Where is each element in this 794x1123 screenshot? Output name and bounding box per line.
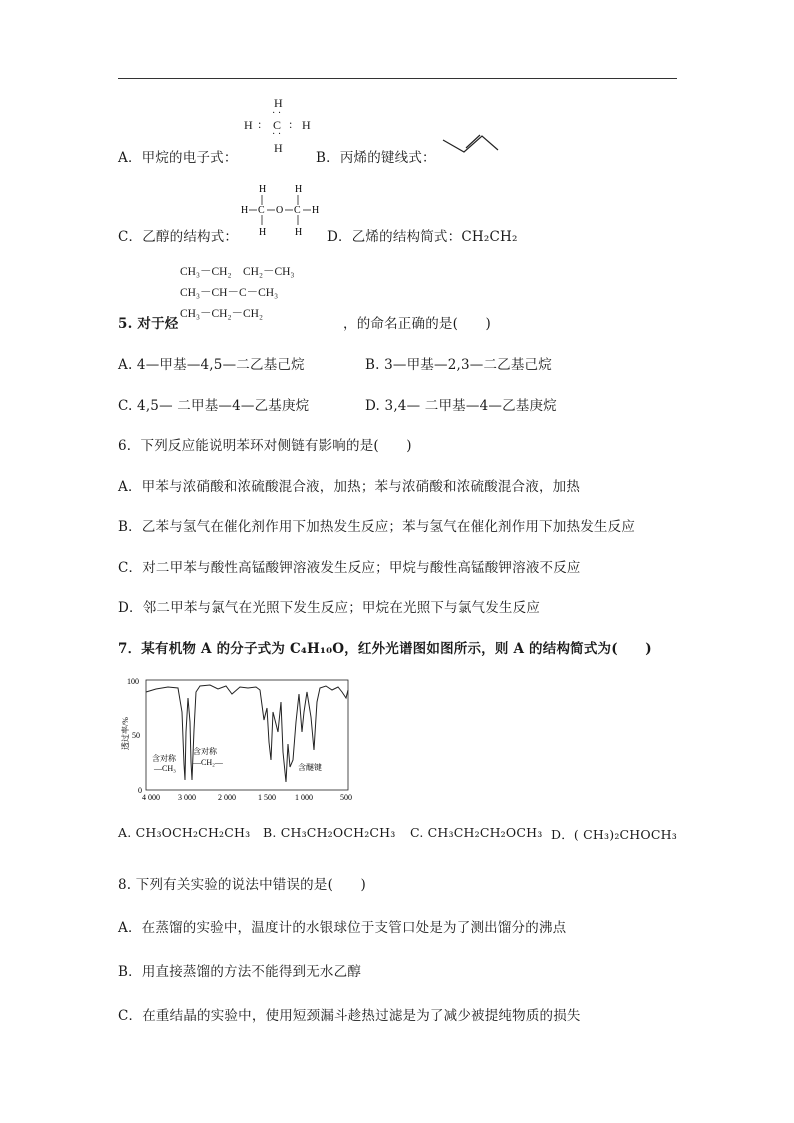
q6-stem: 6．下列反应能说明苯环对侧链有影响的是( ) (118, 438, 412, 454)
annotation-ch2-line2: —CH₂— (193, 758, 223, 767)
q7-stem: 7．某有机物 A 的分子式为 C₄H₁₀O，红外光谱图如图所示，则 A 的结构简式为( ) (118, 641, 652, 657)
ir-spectrum (118, 672, 358, 804)
svg-text:O: O (276, 205, 284, 216)
q5-stem-suffix: ，的命名正确的是( ) (343, 316, 491, 332)
hydrocarbon-formula (180, 262, 350, 324)
formula-row-2: CH₃－CH－C－CH₃ (180, 287, 279, 299)
svg-text:H: H (312, 205, 320, 216)
svg-text:H: H (259, 227, 267, 238)
x-tick-4000: 4 000 (142, 793, 160, 802)
q5-option-c: C. 4,5— 二甲基—4—乙基庚烷 (118, 398, 310, 414)
annotation-ch3-line1: 含对称 (152, 754, 176, 763)
x-tick-1500: 1 500 (258, 793, 276, 802)
q5-option-a: A. 4—甲基—4,5—二乙基己烷 (118, 357, 305, 373)
svg-text:H: H (259, 184, 267, 195)
y-tick-100: 100 (127, 677, 139, 686)
q8-option-c: C．在重结晶的实验中，使用短颈漏斗趁热过滤是为了减少被提纯物质的损失 (118, 1008, 581, 1024)
q6-option-b: B．乙苯与氢气在催化剂作用下加热发生反应；苯与氢气在催化剂作用下加热发生反应 (118, 519, 636, 535)
q7-option-c: C. CH₃CH₂CH₂OCH₃ (410, 825, 543, 840)
annotation-ch3-line2: —CH₃ (154, 764, 176, 773)
svg-text:H: H (295, 227, 303, 238)
formula-row-3: CH₃－CH₂－CH₂ (180, 308, 263, 320)
svg-text:C: C (258, 205, 265, 216)
q5-option-d: D. 3,4— 二甲基—4—乙基庚烷 (365, 398, 557, 414)
q4-option-d: D．乙烯的结构简式：CH₂CH₂ (327, 229, 518, 245)
q6-option-d: D．邻二甲苯与氯气在光照下发生反应；甲烷在光照下与氯气发生反应 (118, 600, 541, 616)
q6-option-c: C．对二甲苯与酸性高锰酸钾溶液发生反应；甲烷与酸性高锰酸钾溶液不反应 (118, 560, 581, 576)
x-tick-3000: 3 000 (178, 793, 196, 802)
propene-skeletal-formula (440, 128, 502, 156)
x-tick-2000: 2 000 (218, 793, 236, 802)
q5-option-b: B. 3—甲基—2,3—二乙基己烷 (365, 357, 552, 373)
q6-option-a: A．甲苯与浓硝酸和浓硫酸混合液，加热；苯与浓硝酸和浓硫酸混合液，加热 (118, 479, 581, 495)
svg-text:H: H (241, 205, 249, 216)
q4-option-c: C．乙醇的结构式： (118, 229, 239, 245)
x-tick-500: 500 (340, 793, 352, 802)
y-tick-50: 50 (132, 731, 140, 740)
y-axis-label: 透过率/% (121, 717, 130, 750)
y-tick-0: 0 (138, 786, 142, 795)
q7-option-b: B. CH₃CH₂OCH₂CH₃ (263, 825, 396, 840)
q8-option-b: B．用直接蒸馏的方法不能得到无水乙醇 (118, 964, 362, 980)
annotation-ch2-line1: 含对称 (193, 747, 217, 756)
q5-stem-prefix: 5. 对于烃 (118, 316, 179, 332)
q8-option-a: A．在蒸馏的实验中，温度计的水银球位于支管口处是为了测出馏分的沸点 (118, 920, 567, 936)
q7-option-d: D．( CH₃)₂CHOCH₃ (551, 827, 677, 842)
annotation-ether: 含醚键 (298, 763, 322, 772)
formula-row-1: CH₃－CH₂ CH₂－CH₃ (180, 266, 295, 278)
q4-option-a: A．甲烷的电子式： (118, 150, 238, 166)
header-rule (118, 78, 677, 79)
methane-electron-formula: H H : C : H · · · · H (244, 96, 311, 155)
q7-option-a: A. CH₃OCH₂CH₂CH₃ (118, 825, 251, 840)
q4-option-b: B．丙烯的键线式： (316, 150, 436, 166)
x-tick-1000: 1 000 (295, 793, 313, 802)
q8-stem: 8. 下列有关实验的说法中错误的是( ) (118, 877, 366, 893)
svg-text:C: C (294, 205, 301, 216)
ethanol-structural-formula (237, 184, 327, 240)
svg-text:H: H (295, 184, 303, 195)
